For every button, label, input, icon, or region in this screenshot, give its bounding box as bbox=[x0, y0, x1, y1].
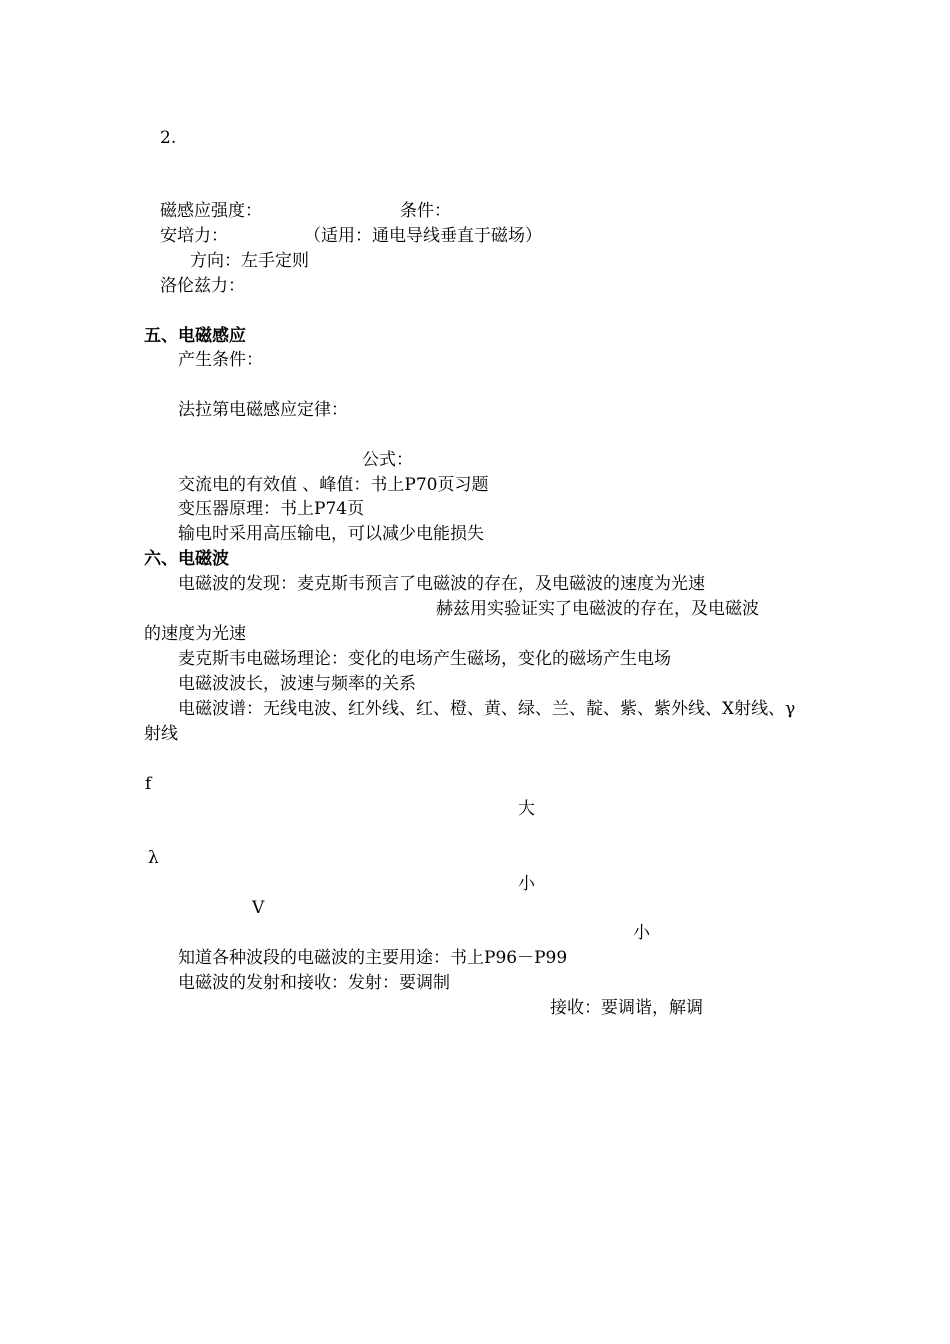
axis-f-label: f bbox=[145, 774, 152, 794]
direction-rule: 方向：左手定则 bbox=[190, 251, 309, 271]
power-transmission: 输电时采用高压输电，可以减少电能损失 bbox=[178, 524, 484, 544]
ampere-label: 安培力： bbox=[160, 226, 228, 246]
large-label: 大 bbox=[518, 799, 535, 819]
item-number: 2. bbox=[160, 128, 177, 148]
spectrum-line-2: 射线 bbox=[144, 724, 178, 744]
faraday-law: 法拉第电磁感应定律： bbox=[178, 400, 348, 420]
discovery-line-3: 的速度为光速 bbox=[144, 624, 246, 644]
small-label-1: 小 bbox=[518, 874, 535, 894]
condition-label: 条件： bbox=[400, 201, 451, 221]
ac-values: 交流电的有效值 、峰值：书上P70页习题 bbox=[178, 475, 489, 495]
section-5-heading: 五、电磁感应 bbox=[144, 326, 246, 346]
reception-line: 接收：要调谐，解调 bbox=[550, 998, 703, 1018]
wave-uses: 知道各种波段的电磁波的主要用途：书上P96－P99 bbox=[178, 948, 568, 968]
lorentz-label: 洛伦兹力： bbox=[160, 276, 245, 296]
small-label-2: 小 bbox=[633, 923, 650, 943]
section-6-heading: 六、电磁波 bbox=[144, 549, 229, 569]
ampere-note: （适用：通电导线垂直于磁场） bbox=[304, 226, 542, 246]
spectrum-line-1: 电磁波谱：无线电波、红外线、红、橙、黄、绿、兰、靛、紫、紫外线、X射线、γ bbox=[178, 699, 796, 719]
axis-v-label: V bbox=[252, 898, 265, 918]
wave-relation: 电磁波波长，波速与频率的关系 bbox=[178, 674, 416, 694]
b-field-label: 磁感应强度： bbox=[160, 201, 262, 221]
axis-lambda-label: λ bbox=[148, 848, 159, 868]
formula-label: 公式： bbox=[362, 450, 413, 470]
discovery-line-1: 电磁波的发现：麦克斯韦预言了电磁波的存在，及电磁波的速度为光速 bbox=[178, 574, 705, 594]
maxwell-theory: 麦克斯韦电磁场理论：变化的电场产生磁场，变化的磁场产生电场 bbox=[178, 649, 671, 669]
discovery-line-2: 赫兹用实验证实了电磁波的存在，及电磁波 bbox=[436, 599, 759, 619]
induction-condition: 产生条件： bbox=[178, 350, 263, 370]
transformer-principle: 变压器原理：书上P74页 bbox=[178, 499, 365, 519]
emission-line: 电磁波的发射和接收：发射：要调制 bbox=[178, 973, 450, 993]
